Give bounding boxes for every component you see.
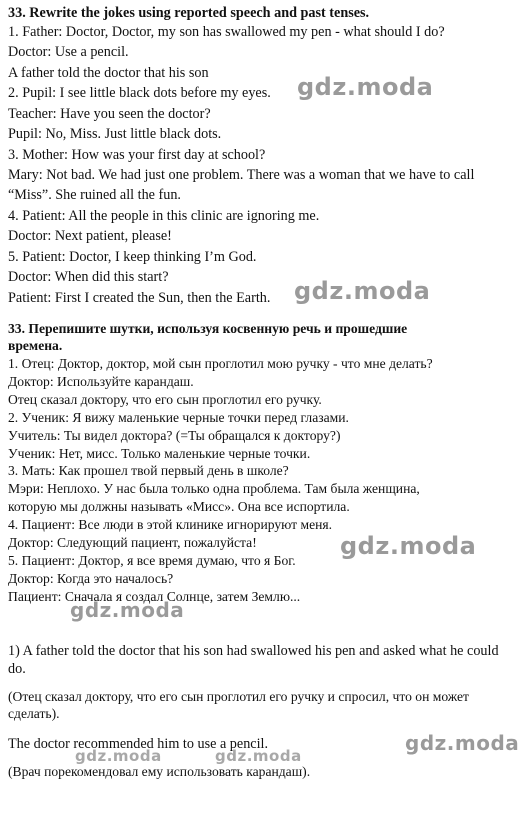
- translation-line: Отец сказал доктору, что его сын проглотил его ручку.: [8, 392, 322, 407]
- answer-2-ru: (Врач порекомендовал ему использовать карандаш).: [8, 764, 311, 779]
- joke-line: Doctor: Use a pencil.: [8, 44, 129, 60]
- joke-line: 3. Mother: How was your first day at school?: [8, 147, 266, 163]
- translation-line: 3. Мать: Как прошел твой первый день в школе?: [8, 463, 289, 478]
- joke-line: Doctor: When did this start?: [8, 269, 169, 285]
- joke-line: Pupil: No, Miss. Just little black dots.: [8, 126, 222, 142]
- translation-line: которую мы должны называть «Мисс». Она все испортила.: [8, 499, 350, 514]
- joke-line: Doctor: Next patient, please!: [8, 228, 172, 244]
- translation-line: Ученик: Нет, мисс. Только маленькие черные точки.: [8, 446, 311, 461]
- translation-line: Учитель: Ты видел доктора? (=Ты обращался к доктору?): [8, 428, 341, 443]
- watermark: gdz.moda: [340, 532, 477, 560]
- watermark: gdz.moda: [215, 747, 302, 765]
- task-title-en: 33. Rewrite the jokes using reported speech and past tenses.: [8, 5, 370, 21]
- translation-line: 1. Отец: Доктор, доктор, мой сын проглотил мою ручку - что мне делать?: [8, 356, 433, 371]
- joke-line: 5. Patient: Doctor, I keep thinking I’m God.: [8, 249, 257, 265]
- watermark: gdz.moda: [70, 598, 185, 622]
- translation-line: Доктор: Следующий пациент, пожалуйста!: [8, 535, 257, 550]
- watermark: gdz.moda: [297, 73, 434, 101]
- translation-line: Мэри: Неплохо. У нас была только одна проблема. Там была женщина,: [8, 481, 420, 496]
- joke-line: A father told the doctor that his son: [8, 65, 209, 81]
- joke-line: Teacher: Have you seen the doctor?: [8, 106, 211, 122]
- answer-2-en: The doctor recommended him to use a pencil.: [8, 736, 269, 752]
- translation-line: Пациент: Сначала я создал Солнце, затем Землю...: [8, 589, 301, 604]
- joke-line: 4. Patient: All the people in this clinic are ignoring me.: [8, 208, 320, 224]
- task-title-ru-cont: времена.: [8, 338, 63, 353]
- answer-1-ru: (Отец сказал доктору, что его сын проглотил его ручку и спросил, что он может сделать).: [8, 689, 469, 721]
- watermark: gdz.moda: [75, 747, 162, 765]
- translation-line: 2. Ученик: Я вижу маленькие черные точки перед глазами.: [8, 410, 349, 425]
- answer-1-en: 1) A father told the doctor that his son had swallowed his pen and asked what he could do.: [8, 643, 499, 677]
- watermark: gdz.moda: [294, 277, 431, 305]
- watermark: gdz.moda: [405, 731, 520, 755]
- translation-line: 4. Пациент: Все люди в этой клинике игнорируют меня.: [8, 517, 333, 532]
- translation-line: Доктор: Когда это началось?: [8, 571, 174, 586]
- joke-line: Patient: First I created the Sun, then the Earth.: [8, 290, 271, 306]
- joke-line: 1. Father: Doctor, Doctor, my son has swallowed my pen - what should I do?: [8, 24, 445, 40]
- task-title-ru: 33. Перепишите шутки, используя косвенную речь и прошедшие: [8, 321, 408, 336]
- translation-line: Доктор: Используйте карандаш.: [8, 374, 194, 389]
- translation-line: 5. Пациент: Доктор, я все время думаю, что я Бог.: [8, 553, 296, 568]
- joke-line: “Miss”. She ruined all the fun.: [8, 187, 181, 203]
- joke-line: Mary: Not bad. We had just one problem. There was a woman that we have to call: [8, 167, 475, 183]
- joke-line: 2. Pupil: I see little black dots before my eyes.: [8, 85, 271, 101]
